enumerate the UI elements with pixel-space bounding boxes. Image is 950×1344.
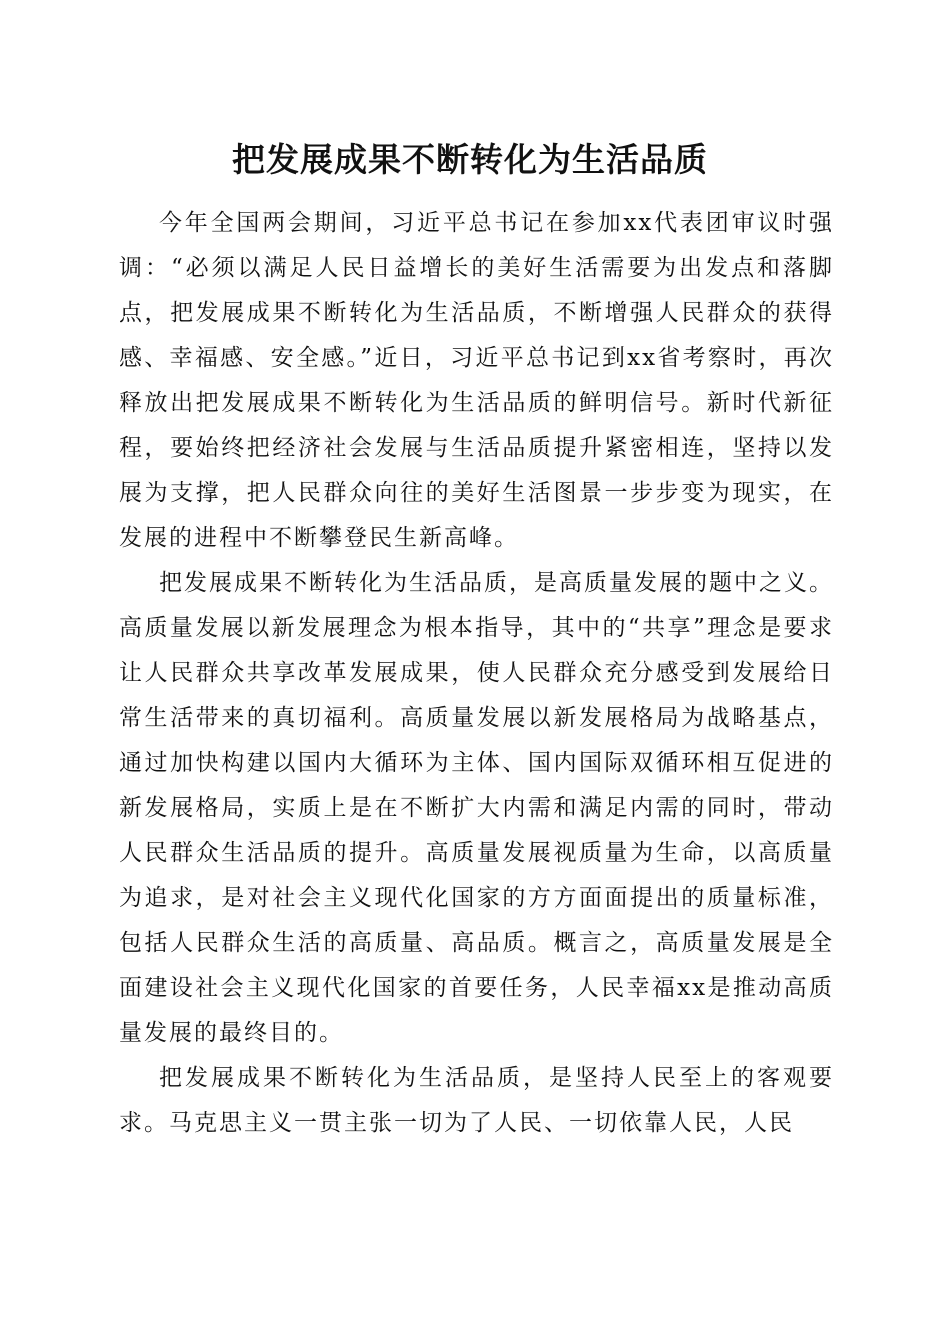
paragraph-3: 把发展成果不断转化为生活品质，是坚持人民至上的客观要求。马克思主义一贯主张一切为了人民、一切依靠人民，人民 bbox=[119, 1065, 834, 1136]
document-body bbox=[119, 201, 834, 1146]
paragraph-2: 把发展成果不断转化为生活品质，是高质量发展的题中之义。高质量发展以新发展理念为根本指导，其中的“共享”理念是要求让人民群众共享改革发展成果，使人民群众充分感受到发展给日常生活带来的真切福利。高质量发展以新发展格局为战略基点，通过加快构建以国内大循环为主体、国内国际双循环相互促进的新发展格局，实质上是在不断扩大内需和满足内需的同时，带动人民群众生活品质的提升。高质量发展视质量为生命，以高质量为追求，是对社会主义现代化国家的方方面面提出的质量标准，包括人民群众生活的高质量、高品质。概言之，高质量发展是全面建设社会主义现代化国家的首要任务，人民幸福xx是推动高质量发展的最终目的。 bbox=[119, 570, 834, 1046]
paragraph-1: 今年全国两会期间，习近平总书记在参加xx代表团审议时强调：“必须以满足人民日益增长的美好生活需要为出发点和落脚点，把发展成果不断转化为生活品质，不断增强人民群众的获得感、幸福感、安全感。”近日，习近平总书记到xx省考察时，再次释放出把发展成果不断转化为生活品质的鲜明信号。新时代新征程，要始终把经济社会发展与生活品质提升紧密相连，坚持以发展为支撑，把人民群众向往的美好生活图景一步步变为现实，在发展的进程中不断攀登民生新高峰。 bbox=[119, 210, 834, 551]
document-title: 把发展成果不断转化为生活品质 bbox=[232, 140, 708, 179]
